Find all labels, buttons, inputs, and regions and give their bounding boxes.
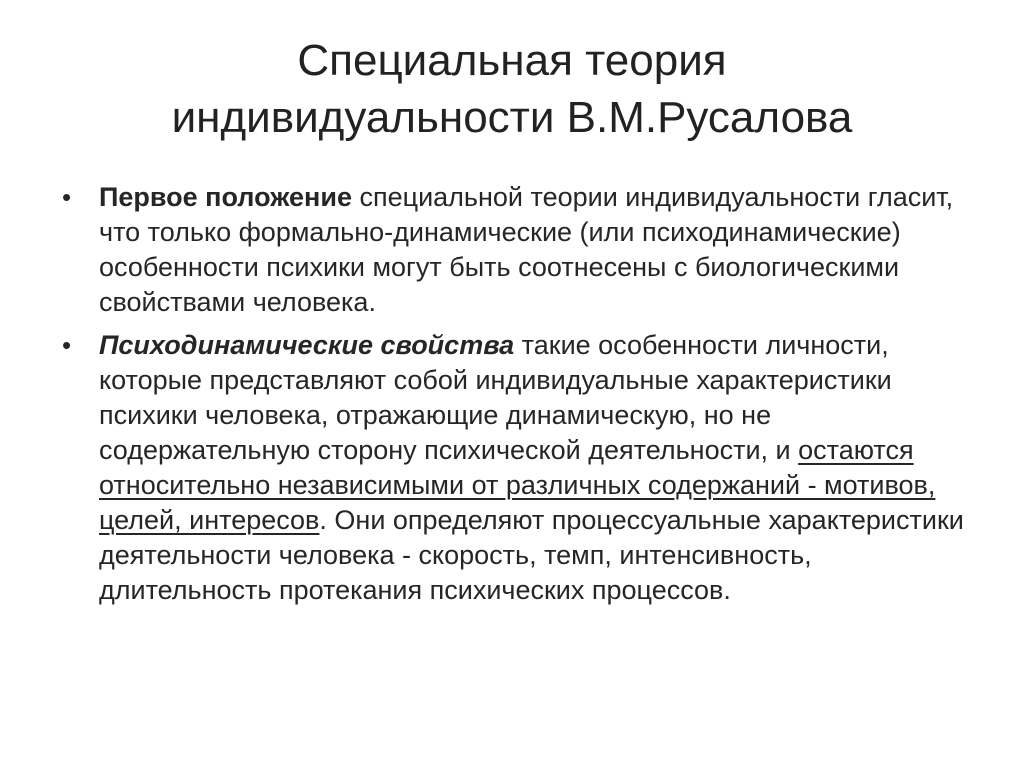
bullet-underlined-text: остаются относительно независимыми от различных содержаний - мотивов, целей, интересов [99,435,936,535]
bullet-body-text: специальной теории индивидуальности гласит, что только формально-динамические (или психодинамические) особенности психики могут быть соотнесены с биологическими свойствами человека. [99,182,954,317]
bullet-lead-bold: Первое положение [99,182,352,212]
bullet-icon: • [62,182,72,212]
slide-title [60,32,964,146]
bullet-list [62,180,972,616]
bullet-body-text-after: . Они определяют процессуальные характеристики деятельности человека - скорость, темп, интенсивность, длительность протекания психических процессов. [99,505,964,605]
bullet-lead-bold-italic: Психодинамические свойства [99,330,515,360]
bullet-icon: • [62,330,72,360]
title-line-1: Специальная теория [297,36,727,85]
bullet-item-first-position [62,180,972,320]
bullet-item-psychodynamic-properties [62,328,972,608]
bullet-body-text-before: такие особенности личности, которые представляют собой индивидуальные характеристики психики человека, отражающие динамическую, но не содержательную сторону психической деятельности, и [99,330,892,465]
title-line-2: индивидуальности В.М.Русалова [171,93,853,142]
